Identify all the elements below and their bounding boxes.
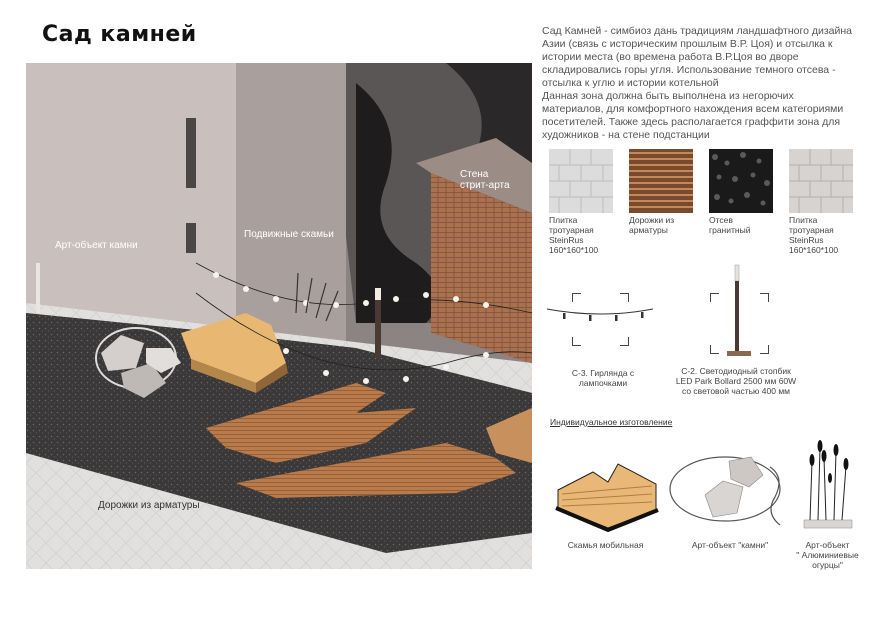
mobile-bench-icon (548, 450, 663, 535)
custom-heading: Индивидуальное изготовление (550, 417, 673, 427)
callout-art-object-stones: Арт-объект камни (55, 240, 138, 251)
garland-label: С-3. Гирлянда с лампочками (571, 368, 635, 388)
callout-label: Стена стрит-арта (460, 169, 510, 191)
frame-corner (760, 345, 769, 354)
material-label: Отсев гранитный (709, 215, 751, 235)
frame-corner (710, 345, 719, 354)
aluminium-cucumbers-label: Арт-объект " Алюминиевые огурцы" (796, 540, 859, 570)
frame-corner (760, 293, 769, 302)
description-paragraph-2: Данная зона должна быть выполнена из негорючих материалов, для комфортного нахождения всем категориями посетителей. Также здесь располагается граффити зона для художников - на стене подстанции (542, 90, 844, 141)
rebar-swatch (629, 149, 693, 213)
stones-art-icon (665, 447, 790, 532)
frame-corner (572, 293, 581, 302)
description (542, 25, 852, 142)
frame-corner (620, 337, 629, 346)
callout-mobile-benches: Подвижные скамьи (244, 229, 334, 240)
bollard-label: С-2. Светодиодный стопбик LED Park Bollard 2500 мм 60W со световой частью 400 мм (675, 366, 797, 396)
page-title: Сад камней (42, 22, 197, 47)
material-label: Плитка тротуарная SteinRus 160*160*100 (789, 215, 839, 255)
frame-corner (572, 337, 581, 346)
material-label: Дорожки из арматуры (629, 215, 675, 235)
tile-swatch-2 (789, 149, 853, 213)
callout-rebar-paths: Дорожки из арматуры (98, 500, 200, 511)
frame-corner (710, 293, 719, 302)
material-label: Плитка тротуарная SteinRus 160*160*100 (549, 215, 599, 255)
tile-swatch (549, 149, 613, 213)
callout-street-art-wall (460, 169, 510, 191)
garland-icon (545, 305, 655, 325)
mobile-bench-label: Скамья мобильная (567, 540, 644, 550)
bollard-icon (725, 263, 753, 361)
aluminium-cucumbers-icon (800, 432, 855, 532)
hero-illustration (26, 63, 532, 569)
frame-corner (620, 293, 629, 302)
description-paragraph-1: Сад Камней - симбиоз дань традициям ландшафтного дизайна Азии (связь с историческим прошлым В.Р. Цоя) и отсылка к истории места (во времена работа В.Р.Цоя во дворе складировались горы угля. Использование темного отсева - отсылка к углю и истории котельной (542, 25, 852, 89)
stones-art-label: Арт-объект "камни" (691, 540, 769, 550)
granite-swatch (709, 149, 773, 213)
